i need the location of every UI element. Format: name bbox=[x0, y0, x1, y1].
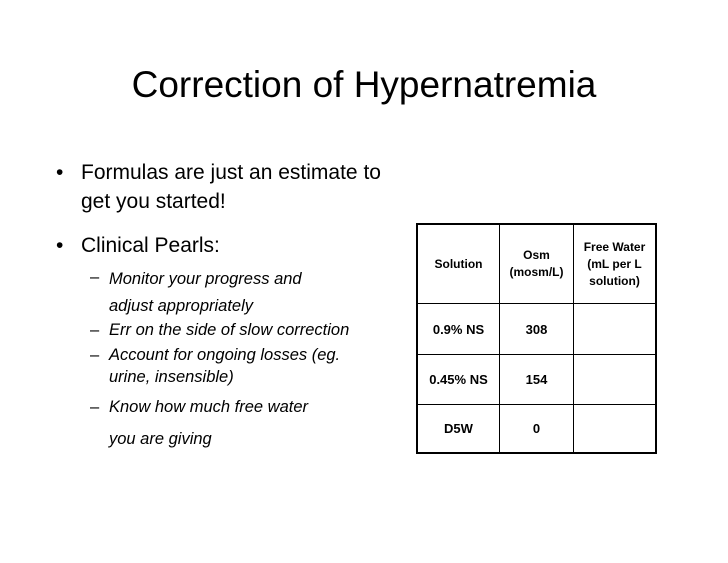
bullet-text: Clinical Pearls: bbox=[81, 234, 220, 257]
sub-bullet-line: Monitor your progress and bbox=[109, 270, 302, 288]
sub-bullet-monitor-progress bbox=[90, 266, 302, 320]
table-row bbox=[417, 355, 656, 405]
dash-marker: – bbox=[90, 398, 100, 416]
sub-bullet-free-water bbox=[90, 396, 308, 450]
header-solution: Solution bbox=[417, 224, 500, 304]
cell-osm: 154 bbox=[500, 355, 574, 405]
dash-marker: – bbox=[90, 321, 100, 339]
sub-bullet-line: urine, insensible) bbox=[109, 368, 234, 386]
table-header-row bbox=[417, 224, 656, 304]
cell-solution: 0.45% NS bbox=[417, 355, 500, 405]
sub-bullet-line: you are giving bbox=[109, 430, 212, 448]
sub-bullet-line: Err on the side of slow correction bbox=[109, 321, 350, 339]
cell-free-water bbox=[574, 405, 657, 454]
bullet-text: Formulas are just an estimate to get you started! bbox=[81, 161, 381, 213]
cell-free-water bbox=[574, 304, 657, 355]
table-row bbox=[417, 405, 656, 454]
header-free-water: Free Water (mL per L solution) bbox=[574, 224, 657, 304]
sub-bullet-line: adjust appropriately bbox=[109, 297, 254, 315]
dash-marker: – bbox=[90, 346, 100, 364]
solutions-table bbox=[416, 223, 657, 454]
sub-bullet-line: Know how much free water bbox=[109, 398, 309, 416]
header-osm: Osm (mosm/L) bbox=[500, 224, 574, 304]
dash-marker: – bbox=[90, 268, 100, 286]
cell-free-water bbox=[574, 355, 657, 405]
slide-title: Correction of Hypernatremia bbox=[131, 64, 597, 105]
cell-solution: 0.9% NS bbox=[417, 304, 500, 355]
bullet-marker: • bbox=[56, 161, 64, 184]
sub-bullet-ongoing-losses bbox=[90, 344, 340, 388]
sub-bullet-line: Account for ongoing losses (eg. bbox=[109, 346, 341, 364]
table-row bbox=[417, 304, 656, 355]
bullet-formulas bbox=[56, 158, 406, 216]
cell-solution: D5W bbox=[417, 405, 500, 454]
bullet-marker: • bbox=[56, 234, 64, 257]
cell-osm: 0 bbox=[500, 405, 574, 454]
sub-bullet-slow-correction bbox=[90, 319, 349, 341]
bullet-clinical-pearls bbox=[56, 231, 220, 260]
cell-osm: 308 bbox=[500, 304, 574, 355]
